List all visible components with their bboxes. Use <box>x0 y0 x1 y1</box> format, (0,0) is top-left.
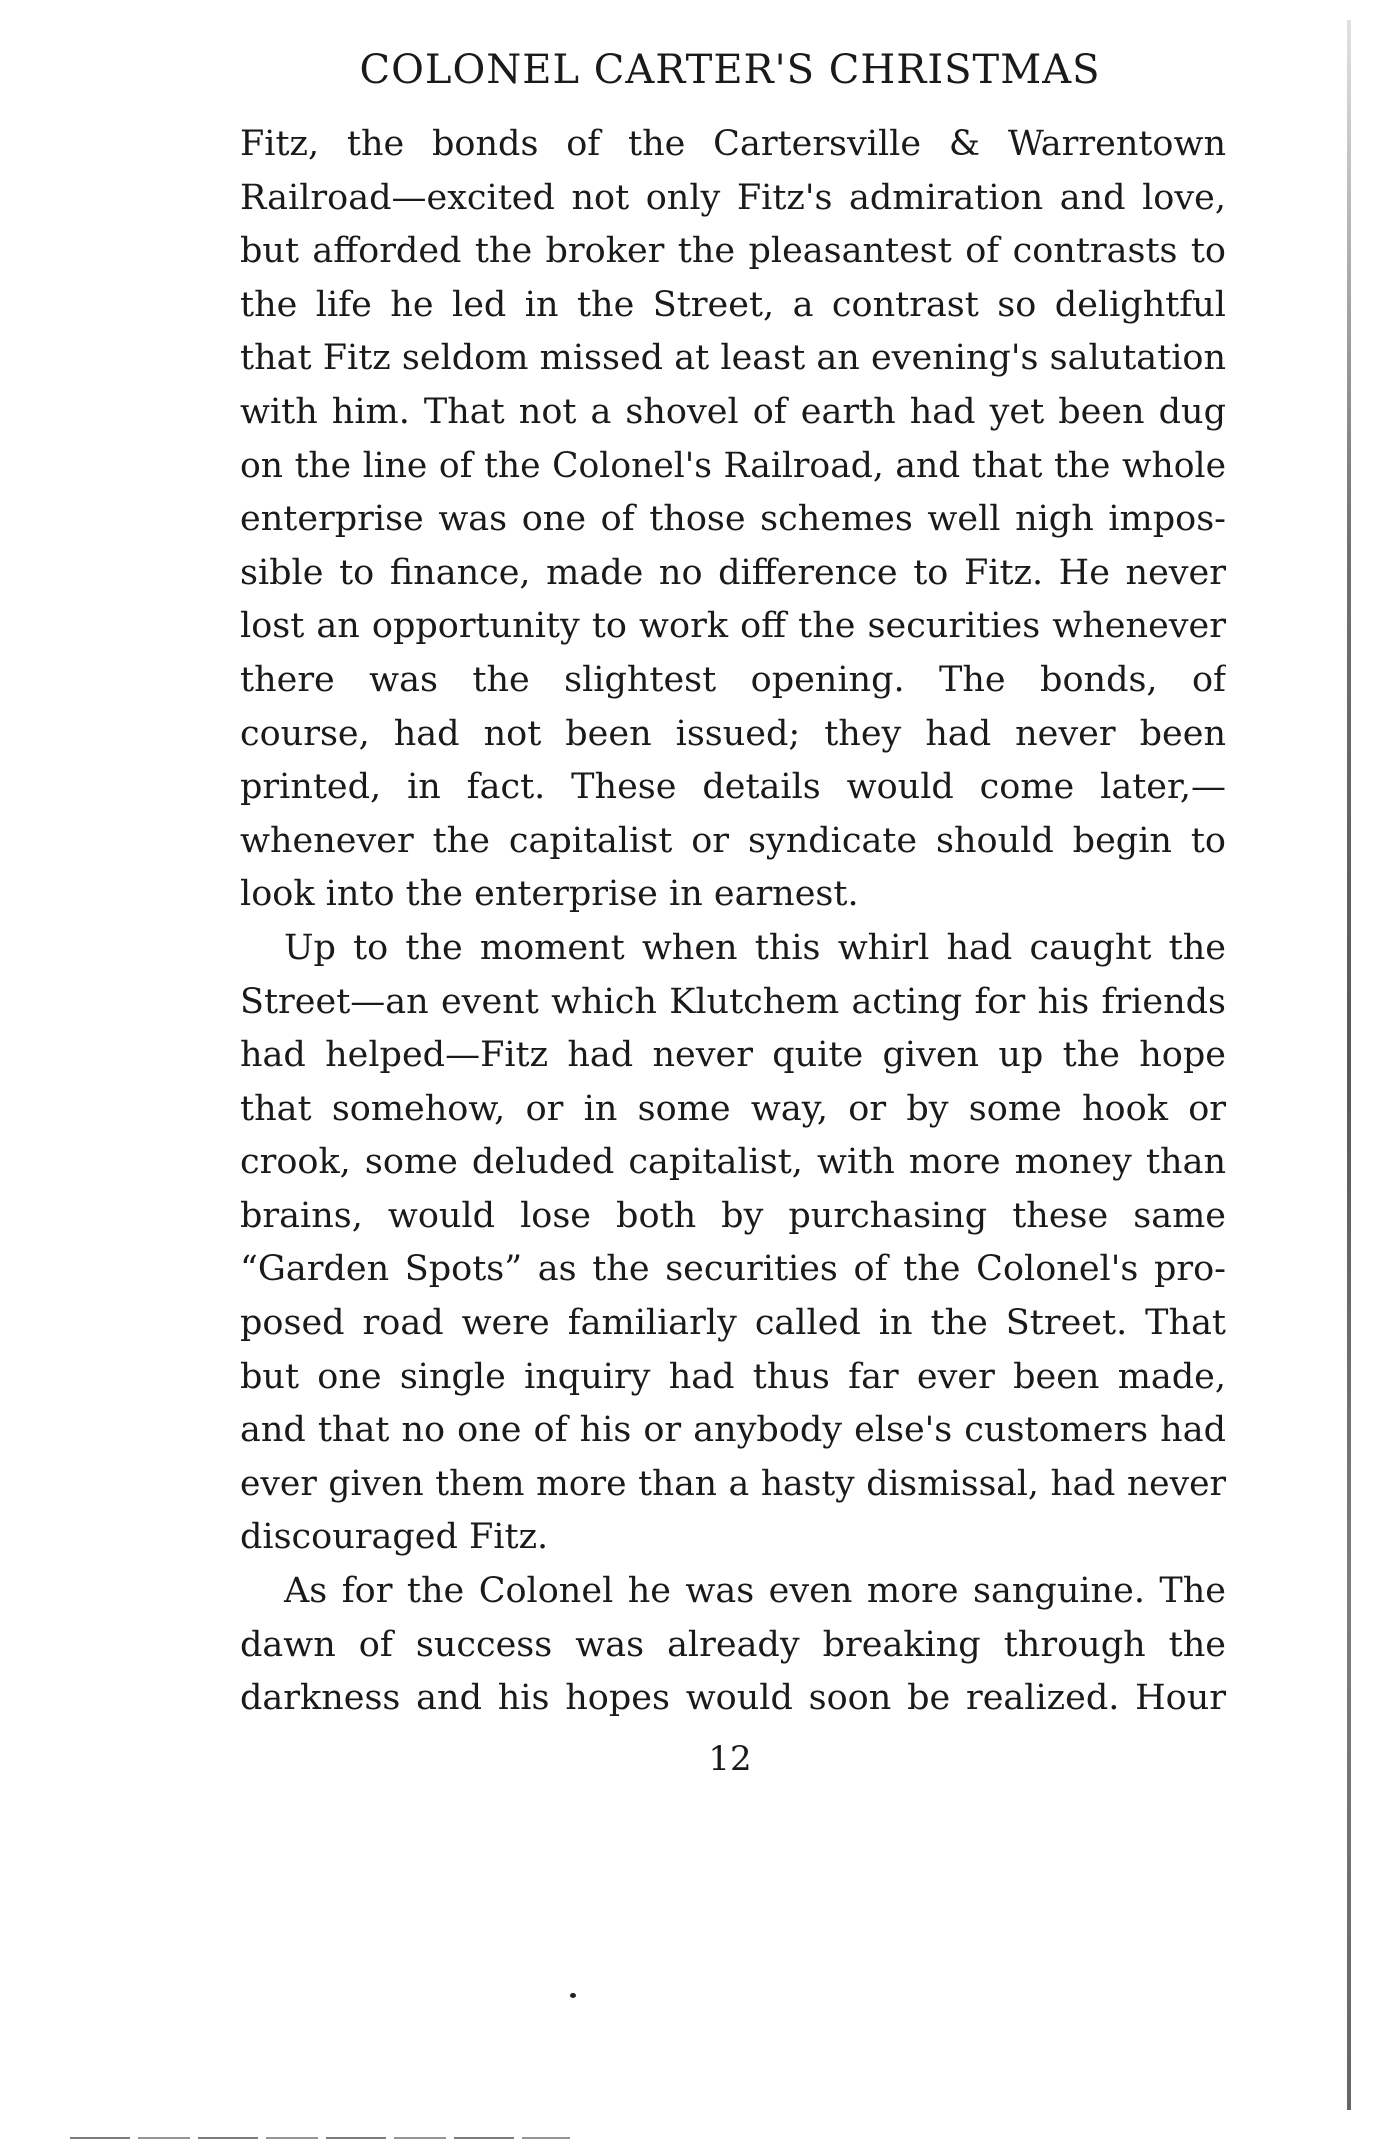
text-line: crook, some deluded capitalist, with more money than <box>240 1142 1226 1183</box>
text-line: “Garden Spots” as the securities of the Colonel's pro- <box>240 1249 1226 1290</box>
text-line: that Fitz seldom missed at least an evening's salutation <box>240 338 1226 379</box>
text-line: there was the slightest opening. The bonds, of <box>240 659 1226 700</box>
text-line: but afforded the broker the pleasantest of contrasts to <box>240 231 1226 272</box>
text-line: darkness and his hopes would soon be realized. Hour <box>240 1678 1226 1719</box>
text-line: Fitz, the bonds of the Cartersville & Warrentown <box>240 124 1226 164</box>
text-line: brains, would lose both by purchasing these same <box>240 1195 1226 1236</box>
text-line: Street—an event which Klutchem acting for his friends <box>240 981 1226 1022</box>
paragraph-end-line: discouraged Fitz. <box>240 1517 549 1558</box>
text-line: but one single inquiry had thus far ever been made, <box>240 1356 1226 1397</box>
text-line: with him. That not a shovel of earth had yet been dug <box>240 391 1226 432</box>
scan-bottom-rule <box>70 2137 570 2139</box>
running-head: COLONEL CARTER'S CHRISTMAS <box>359 47 1101 93</box>
body-text <box>240 118 1226 1726</box>
text-line: printed, in fact. These details would come later,— <box>240 767 1226 808</box>
text-line: sible to finance, made no difference to Fitz. He never <box>240 552 1226 593</box>
text-line: and that no one of his or anybody else's customers had <box>240 1410 1226 1451</box>
text-line: enterprise was one of those schemes well nigh impos- <box>240 499 1226 540</box>
paragraph-start-line: Up to the moment when this whirl had caught the <box>284 927 1226 968</box>
text-line: ever given them more than a hasty dismissal, had never <box>240 1463 1226 1504</box>
text-line: whenever the capitalist or syndicate should begin to <box>240 820 1226 861</box>
text-line: lost an opportunity to work off the securities whenever <box>240 606 1226 647</box>
text-line: had helped—Fitz had never quite given up the hope <box>240 1035 1226 1076</box>
paragraph-start-line: As for the Colonel he was even more sanguine. The <box>284 1571 1226 1612</box>
scan-edge-shadow <box>1347 20 1351 2110</box>
scan-speck <box>570 1993 576 1998</box>
text-line: course, had not been issued; they had never been <box>240 713 1226 754</box>
paragraph-end-line: look into the enterprise in earnest. <box>240 874 859 915</box>
text-line: on the line of the Colonel's Railroad, and that the whole <box>240 445 1226 486</box>
page-number: 12 <box>708 1739 752 1779</box>
text-line: Railroad—excited not only Fitz's admiration and love, <box>240 177 1226 218</box>
text-line: the life he led in the Street, a contrast so delightful <box>240 284 1226 325</box>
text-line: that somehow, or in some way, or by some hook or <box>240 1088 1226 1129</box>
text-line: dawn of success was already breaking through the <box>240 1624 1226 1665</box>
text-line: posed road were familiarly called in the Street. That <box>240 1303 1226 1344</box>
